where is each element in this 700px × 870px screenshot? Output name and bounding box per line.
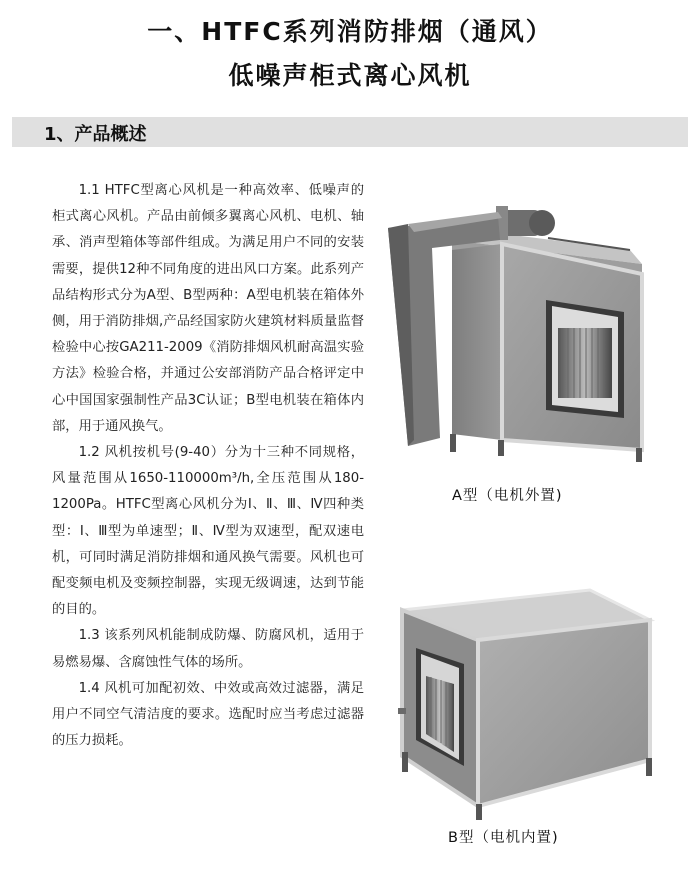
paragraph-1-1: 1.1 HTFC型离心风机是一种高效率、低噪声的柜式离心风机。产品由前倾多翼离心风机、电机、轴承、消声型箱体等部件组成。为满足用户不同的安装需要，提供12种不同角度的进出风口方案。此系列产品结构形式分为A型、B型两种：A型电机装在箱体外侧，用于消防排烟,产品经国家防火建筑材料质量监督检验中心按GA211-2009《消防排烟风机耐高温实验方法》检验合格，并通过公安部消防产品合格评定中心中国国家强制性产品3C认证；B型电机装在箱体内部，用于通风换气。 <box>52 183 364 434</box>
fan-type-a-caption: A型（电机外置) <box>452 488 563 504</box>
paragraph-1-2: 1.2 风机按机号(9-40）分为十三种不同规格，风量范围从1650-110000m³/h,全压范围从180-1200Pa。HTFC型离心风机分为Ⅰ、Ⅱ、Ⅲ、Ⅳ四种类型：Ⅰ、Ⅲ型为单速型；Ⅱ、Ⅳ型为双速型，配双速电机，可同时满足消防排烟和通风换气需要。风机也可配变频电机及变频控制器，实现无级调速，达到节能的目的。 <box>52 445 364 618</box>
fan-type-b-caption: B型（电机内置) <box>448 830 559 846</box>
section-title: 1、产品概述 <box>44 124 147 145</box>
section-header-bar <box>12 117 688 147</box>
fan-type-a-photo <box>380 188 672 463</box>
page-title-line-1: 一、HTFC系列消防排烟（通风） <box>147 17 553 46</box>
paragraph-1-3: 1.3 该系列风机能制成防爆、防腐风机，适用于易燃易爆、含腐蚀性气体的场所。 <box>52 628 364 670</box>
product-overview-text <box>52 178 364 754</box>
page-title-line-2: 低噪声柜式离心风机 <box>228 61 472 90</box>
paragraph-1-4: 1.4 风机可加配初效、中效或高效过滤器，满足用户不同空气清洁度的要求。选配时应当考虑过滤器的压力损耗。 <box>52 680 364 749</box>
fan-type-b-photo <box>388 580 664 820</box>
